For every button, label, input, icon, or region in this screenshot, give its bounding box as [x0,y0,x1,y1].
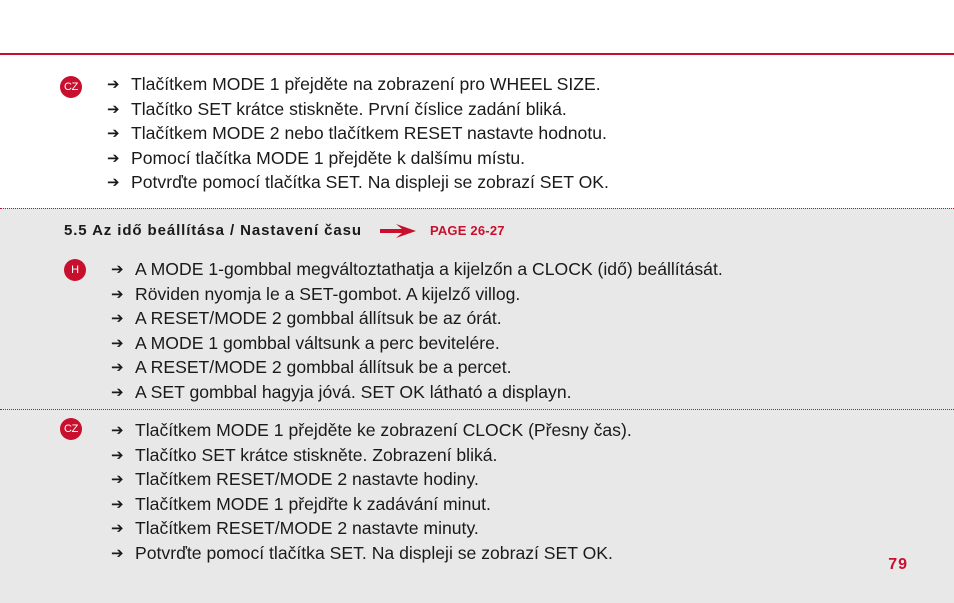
list-item: ➔ Röviden nyomja le a SET-gombot. A kijelző villog. [111,282,723,307]
list-item: ➔ Potvrďte pomocí tlačítka SET. Na displeji se zobrazí SET OK. [111,541,632,566]
page-reference: PAGE 26-27 [429,223,505,238]
list-item: ➔ Tlačítkem MODE 1 přejděte ke zobrazení CLOCK (Přesny čas). [111,418,632,443]
instruction-list-h [111,257,723,405]
arrow-right-icon: ➔ [111,494,124,513]
arrow-right-icon: ➔ [107,75,120,93]
header-rule [0,53,954,55]
section-divider [0,409,954,410]
list-item: ➔ A MODE 1 gombbal váltsunk a perc bevitelére. [111,331,723,356]
list-item: ➔ Tlačítko SET krátce stiskněte. První číslice zadání bliká. [107,97,609,122]
list-item: ➔ A RESET/MODE 2 gombbal állítsuk be a percet. [111,355,723,380]
list-item: ➔ Tlačítkem RESET/MODE 2 nastavte hodiny. [111,467,632,492]
lang-badge-cz: CZ [60,76,82,98]
list-item: ➔ Tlačítkem RESET/MODE 2 nastavte minuty. [111,516,632,541]
instruction-list-cz-1 [107,72,609,195]
arrow-right-icon: ➔ [111,333,124,352]
list-item: ➔ A MODE 1-gombbal megváltoztathatja a kijelzőn a CLOCK (idő) beállítását. [111,257,723,282]
list-item: ➔ Pomocí tlačítka MODE 1 přejděte k dalšímu místu. [107,146,609,171]
red-arrow-icon [380,223,416,239]
arrow-right-icon: ➔ [111,358,124,377]
arrow-right-icon: ➔ [111,421,124,439]
arrow-right-icon: ➔ [111,470,124,489]
list-item: ➔ Tlačítkem MODE 1 přejdřte k zadávání minut. [111,492,632,517]
list-item: ➔ Tlačítko SET krátce stiskněte. Zobrazení bliká. [111,443,632,468]
arrow-right-icon: ➔ [111,260,124,278]
arrow-right-icon: ➔ [111,519,124,538]
arrow-right-icon: ➔ [111,543,124,562]
arrow-right-icon: ➔ [107,124,120,143]
lang-badge-h: H [64,259,86,281]
section-divider [0,208,954,209]
arrow-right-icon: ➔ [111,382,124,401]
list-item: ➔ Tlačítkem MODE 1 přejděte na zobrazení pro WHEEL SIZE. [107,72,609,97]
page-number: 79 [888,556,908,573]
instruction-list-cz-2 [111,418,632,566]
arrow-right-icon: ➔ [111,284,124,303]
arrow-right-icon: ➔ [111,445,124,464]
arrow-right-icon: ➔ [111,309,124,328]
section-heading [64,222,505,239]
lang-badge-cz: CZ [60,418,82,440]
arrow-right-icon: ➔ [107,99,120,118]
list-item: ➔ A RESET/MODE 2 gombbal állítsuk be az órát. [111,306,723,331]
arrow-right-icon: ➔ [107,173,120,192]
list-item: ➔ Potvrďte pomocí tlačítka SET. Na displeji se zobrazí SET OK. [107,170,609,195]
list-item: ➔ A SET gombbal hagyja jóvá. SET OK látható a displayn. [111,380,723,405]
list-item: ➔ Tlačítkem MODE 2 nebo tlačítkem RESET nastavte hodnotu. [107,121,609,146]
arrow-right-icon: ➔ [107,148,120,167]
section-title: 5.5 Az idő beállítása / Nastavení času [64,222,362,239]
